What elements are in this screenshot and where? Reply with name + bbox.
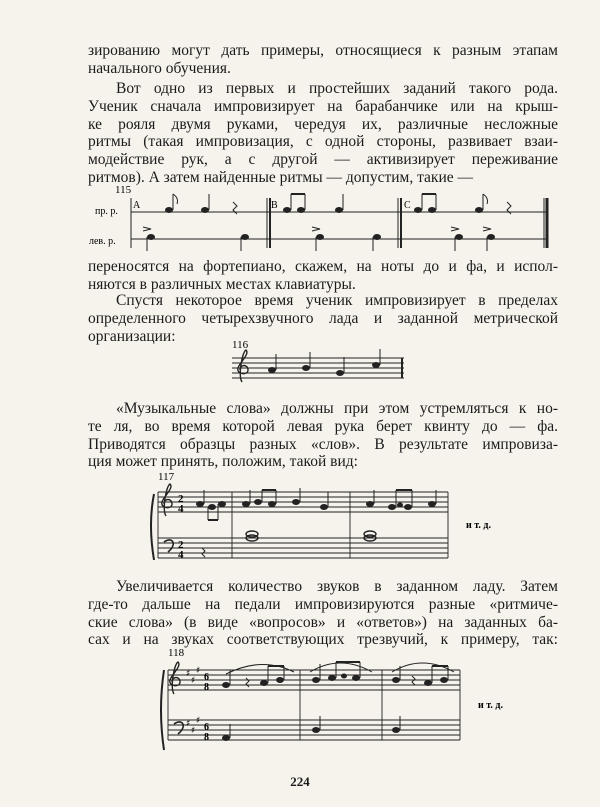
section-c-label: C (404, 200, 411, 211)
paragraph-2 (88, 80, 558, 187)
svg-text:4: 4 (178, 549, 184, 561)
text-line: Увеличивается количество звуков в заданном ладу. Затем (116, 578, 558, 595)
svg-text:8: 8 (204, 682, 209, 693)
text-line: организации: (88, 327, 176, 345)
example-number: 116 (232, 339, 249, 351)
left-hand-label: лев. р. (89, 236, 116, 247)
paragraph-1 (88, 42, 558, 78)
svg-text:♯: ♯ (191, 726, 196, 736)
example-number: 117 (158, 471, 175, 483)
svg-text:8: 8 (204, 732, 209, 743)
text-line: сах и на звуках соответствующих трезвучий, к примеру, так: (88, 631, 558, 649)
text-line: где-то дальше на педали импровизируются разные «ритмиче- (88, 595, 558, 613)
paragraph-3 (88, 258, 558, 294)
text-line: Приводятся образцы разных «слов». В результате импровиза- (88, 435, 558, 453)
svg-text:2: 2 (178, 493, 184, 505)
text-line: ритмы (такая импровизация, с одной стороны, развивает взаи- (88, 133, 558, 151)
svg-text:♯: ♯ (191, 676, 196, 686)
svg-text:♯: ♯ (196, 716, 201, 726)
text-line: ция может принять, положим, такой вид: (88, 453, 358, 471)
section-b-label: B (271, 200, 278, 211)
text-line: ские слова» (в виде «вопросов» и «ответов») на заданных ба- (88, 613, 558, 631)
text-line: «Музыкальные слова» должны при этом устремляться к но- (116, 400, 558, 417)
text-line: Вот одно из первых и простейших заданий такого рода. (116, 80, 558, 97)
text-line: Спустя некоторое время ученик импровизирует в пределах (116, 292, 558, 309)
music-example-117 (148, 470, 528, 570)
text-line: зированию могут дать примеры, относящиеся к разным этапам (88, 42, 558, 59)
svg-text:♯: ♯ (196, 666, 201, 676)
text-line: ритмов). А затем найденные ритмы — допустим, такие — (88, 168, 474, 186)
text-line: Ученик сначала импровизирует на барабанчике или на крыш- (88, 97, 558, 115)
svg-text:6: 6 (204, 672, 209, 683)
svg-text:6: 6 (204, 722, 209, 733)
text-line: няются в различных местах клавиатуры. (88, 275, 356, 293)
example-number: 115 (115, 184, 132, 196)
text-line: начального обучения. (88, 59, 231, 77)
text-line: ке рояля двумя руками, чередуя их, различные несложные (88, 115, 558, 133)
paragraph-6 (88, 578, 558, 649)
etc-label: и т. д. (466, 520, 491, 531)
svg-text:4: 4 (178, 503, 184, 515)
text-line: определенного четырехзвучного лада и заданной метрической (88, 309, 558, 327)
paragraph-5 (88, 400, 558, 471)
section-a-label: A (133, 200, 141, 211)
text-line: модействие рук, а с другой — активизирует переживание (88, 151, 558, 169)
svg-text:2: 2 (178, 539, 184, 551)
text-line: те ля, во время которой левая рука берет квинту до — фа. (88, 417, 558, 435)
music-example-118 (160, 646, 540, 756)
etc-label: и т. д. (478, 700, 503, 711)
example-number: 118 (168, 647, 185, 659)
svg-text:♯: ♯ (186, 719, 191, 729)
text-line: переносятся на фортепиано, скажем, на ноты до и фа, и испол- (88, 258, 558, 275)
page-number: 224 (290, 774, 310, 789)
svg-text:♯: ♯ (186, 669, 191, 679)
music-example-116 (228, 338, 408, 398)
right-hand-label: пр. р. (95, 206, 118, 217)
music-example-115 (89, 184, 555, 256)
